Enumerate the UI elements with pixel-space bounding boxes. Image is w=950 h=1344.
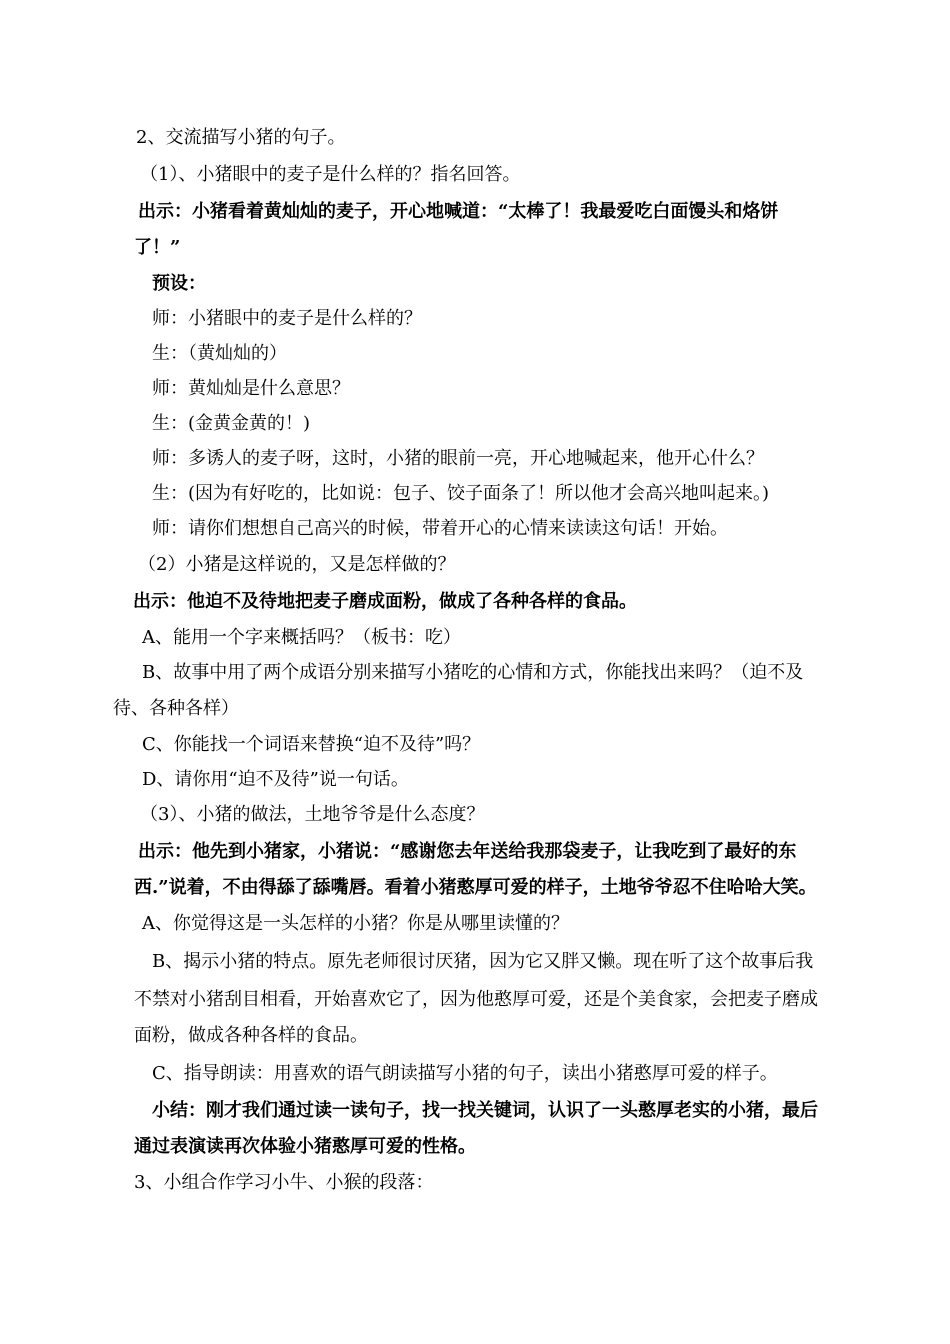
display-sentence-1: 出示：小猪看着黄灿灿的麦子，开心地喊道：“太棒了！我最爱吃白面馒头和烙饼 — [138, 201, 779, 222]
sub-question-b: B、故事中用了两个成语分别来描写小猪吃的心情和方式，你能找出来吗？（迫不及 — [142, 662, 804, 683]
display-sentence-3: 出示：他先到小猪家，小猪说：“感谢您去年送给我那袋麦子，让我吃到了最好的东 — [138, 841, 797, 862]
sub-question-b-2-cont2: 面粉，做成各种各样的食品。 — [134, 1025, 368, 1046]
section-heading-3: 3、小组合作学习小牛、小猴的段落： — [134, 1172, 434, 1193]
dialog-line: 师：小猪眼中的麦子是什么样的？ — [152, 308, 422, 329]
sub-question-a-2: A、你觉得这是一头怎样的小猪？你是从哪里读懂的？ — [142, 913, 569, 934]
sub-question-a: A、能用一个字来概括吗？（板书：吃） — [142, 627, 461, 648]
section-heading: 2、交流描写小猪的句子。 — [136, 127, 346, 148]
sub-question-c: C、你能找一个词语来替换“迫不及待”吗？ — [142, 734, 481, 755]
question-3: （3）、小猪的做法，土地爷爷是什么态度？ — [140, 804, 485, 825]
summary-cont: 通过表演读再次体验小猪憨厚可爱的性格。 — [134, 1136, 476, 1157]
display-sentence-2: 出示：他迫不及待地把麦子磨成面粉，做成了各种各样的食品。 — [133, 591, 637, 612]
summary: 小结：刚才我们通过读一读句子，找一找关键词，认识了一头憨厚老实的小猪，最后 — [152, 1100, 818, 1121]
sub-question-b-2-cont: 不禁对小猪刮目相看，开始喜欢它了，因为他憨厚可爱，还是个美食家，会把麦子磨成 — [134, 989, 818, 1010]
display-sentence-3-cont: 西.”说着，不由得舔了舔嘴唇。看着小猪憨厚可爱的样子，土地爷爷忍不住哈哈大笑。 — [134, 877, 817, 898]
question-1: （1）、小猪眼中的麦子是什么样的？指名回答。 — [140, 164, 521, 185]
sub-question-d: D、请你用“迫不及待”说一句话。 — [142, 769, 409, 790]
dialog-line: 生：(因为有好吃的，比如说：包子、饺子面条了！所以他才会高兴地叫起来。) — [152, 483, 770, 504]
question-2: （2）小猪是这样说的，又是怎样做的？ — [138, 554, 456, 575]
dialog-line: 生：(金黄金黄的！) — [152, 413, 311, 434]
sub-question-b-2: B、揭示小猪的特点。原先老师很讨厌猪，因为它又胖又懒。现在听了这个故事后我 — [152, 951, 814, 972]
dialog-line: 师：请你们想想自己高兴的时候，带着开心的心情来读读这句话！开始。 — [152, 518, 728, 539]
display-sentence-1-cont: 了！” — [134, 237, 181, 258]
dialog-line: 师：多诱人的麦子呀，这时，小猪的眼前一亮，开心地喊起来，他开心什么？ — [152, 448, 764, 469]
dialog-line: 师：黄灿灿是什么意思？ — [152, 378, 350, 399]
preset-label: 预设： — [152, 273, 206, 294]
dialog-line: 生：（黄灿灿的） — [152, 343, 287, 364]
sub-question-c-2: C、指导朗读：用喜欢的语气朗读描写小猪的句子，读出小猪憨厚可爱的样子。 — [152, 1063, 778, 1084]
sub-question-b-cont: 待、各种各样） — [113, 698, 239, 719]
